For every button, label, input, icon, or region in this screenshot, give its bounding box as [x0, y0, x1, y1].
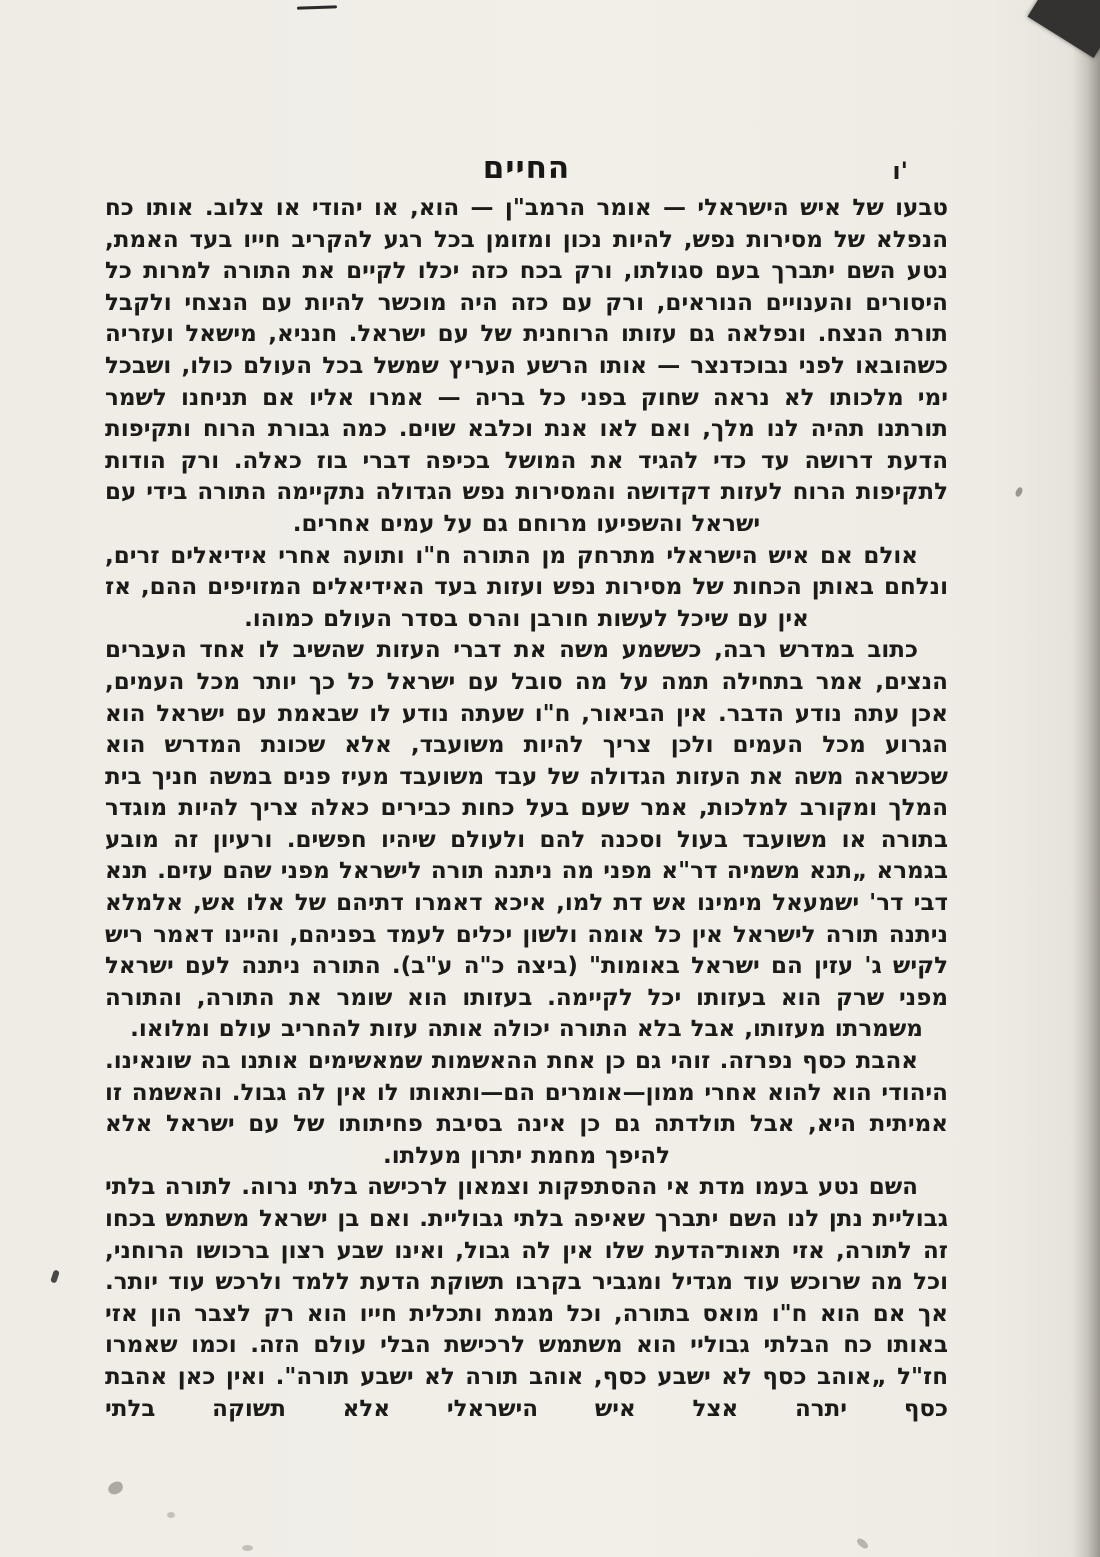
paragraph: טבעו של איש הישראלי — אומר הרמב"ן — הוא, או יהודי או צלוב. אותו כח הנפלא של מסירות נפש, להיות נכון ומזומן בכל רגע להקריב חייו בעד האמת, נטע השם יתברך בעם סגולתו, ורק בכח כזה יכלו לקיים את התורה למרות כל היסורים והענויים הנוראים, ורק עם כזה היה מוכשר להיות עם הנצחי ולקבל תורת הנצח. ונפלאה גם עזותו הרוחנית של עם ישראל. חנניא, מישאל ועזריה כשהובאו לפני נבוכדנצר — אותו הרשע העריץ שמשל בכל העולם כולו, ושבכל ימי מלכותו לא נראה שחוק בפני כל בריה — אמרו אליו אם תניחנו לשמר תורתנו תהיה לנו מלך, ואם לאו אנת וכלבא שוים. כמה גבורת הרוח ותקיפות הדעת דרושה עד כדי להגיד את המושל בכיפה דברי בוז כאלה. ורק הודות לתקיפות הרוח לעזות דקדושה והמסירות נפש הגדולה נתקיימה התורה בידי עם ישראל והשפיעו מרוחם גם על עמים אחרים.	[105, 195, 948, 537]
scan-artifact-speck	[855, 1537, 869, 1551]
scan-artifact-speck	[1014, 486, 1024, 498]
scan-artifact-speck	[242, 1545, 253, 1551]
scan-artifact-top-line	[297, 5, 337, 9]
page-title: החיים	[482, 150, 571, 186]
scan-artifact-speck	[167, 1512, 175, 1518]
paragraph: כתוב במדרש רבה, כששמע משה את דברי העזות שהשיב לו אחד העברים הנצים, אמר בתחילה תמה על מה סובל עם ישראל כל כך יותר מכל העמים, אכן עתה נודע הדבר. אין הביאור, ח"ו שעתה נודע לו שבאמת עם ישראל הוא הגרוע מכל העמים ולכן צריך להיות משועבד, אלא שכונת המדרש הוא שכשראה משה את העזות הגדולה של עבד משועבד מעיז פנים במשה חניך בית המלך ומקורב למלכות, אמר שעם בעל כחות כבירים כאלה צריך להיות מוגדר בתורה או משועבד בעול וסכנה להם ולעולם שיהיו חפשים. ורעיון זה מובע בגמרא „תנא משמיה דר"א מפני מה ניתנה תורה לישראל מפני שהם עזים. תנא דבי דר' ישמעאל מימינו אש דת למו, איכא דאמרו דתיהם של אלו אש, אלמלא ניתנה תורה לישראל אין כל אומה ולשון יכלים לעמד בפניהם, והיינו דאמר ריש לקיש ג' עזין הם ישראל באומות" (ביצה כ"ה ע"ב). התורה ניתנה לעם ישראל מפני שרק הוא בעזותו יכל לקיימה. בעזותו הוא שומר את התורה, והתורה משמרתו מעזותו, אבל בלא התורה יכולה אותה עזות להחריב עולם ומלואו.	[105, 637, 948, 1043]
scan-artifact-speck	[107, 1480, 125, 1495]
page-number: ו'	[892, 157, 908, 185]
page-header	[105, 150, 948, 192]
paragraph: אולם אם איש הישראלי מתרחק מן התורה ח"ו ותועה אחרי אידיאלים זרים, ונלחם באותן הכחות של מסירות נפש ועזות בעד האידיאלים המזויפים ההם, אז אין עם שיכל לעשות חורבן והרס בסדר העולם כמוהו.	[105, 542, 948, 632]
paragraph: אהבת כסף נפרזה. זוהי גם כן אחת ההאשמות שמאשימים אותנו בה שונאינו. היהודי הוא להוא אחרי ממון—אומרים הם—ותאותו לו אין לה גבול. והאשמה זו אמיתית היא, אבל תולדתה גם כן אינה בסיבת פחיתותו של עם ישראל אלא להיפך מחמת יתרון מעלתו.	[105, 1048, 948, 1169]
page-edge-shadow	[1072, 0, 1100, 1557]
scan-artifact-corner-mark	[1027, 0, 1100, 58]
paragraph: השם נטע בעמו מדת אי ההסתפקות וצמאון לרכישה בלתי נרוה. לתורה בלתי גבוליית נתן לנו השם יתברך שאיפה בלתי גבוליית. ואם בן ישראל משתמש בכחו זה לתורה, אזי תאות־הדעת שלו אין לה גבול, ואינו שבע רצון ברכושו הרוחני, וכל מה שרוכש עוד מגדיל ומגביר בקרבו תשוקת הדעת ללמד ולרכש עוד יותר. אך אם הוא ח"ו מואס בתורה, וכל מגמת ותכלית חייו הוא רק לצבר הון אזי באותו כח הבלתי גבוליי הוא משתמש לרכישת הבלי עולם הזה. וכמו שאמרו חז"ל „אוהב כסף לא ישבע כסף, אוהב תורה לא ישבע תורה". ואין כאן אהבת כסף יתרה אצל איש הישראלי אלא תשוקה בלתי	[105, 1174, 948, 1422]
text-column	[105, 193, 948, 1425]
scan-artifact-speck	[50, 1269, 60, 1283]
